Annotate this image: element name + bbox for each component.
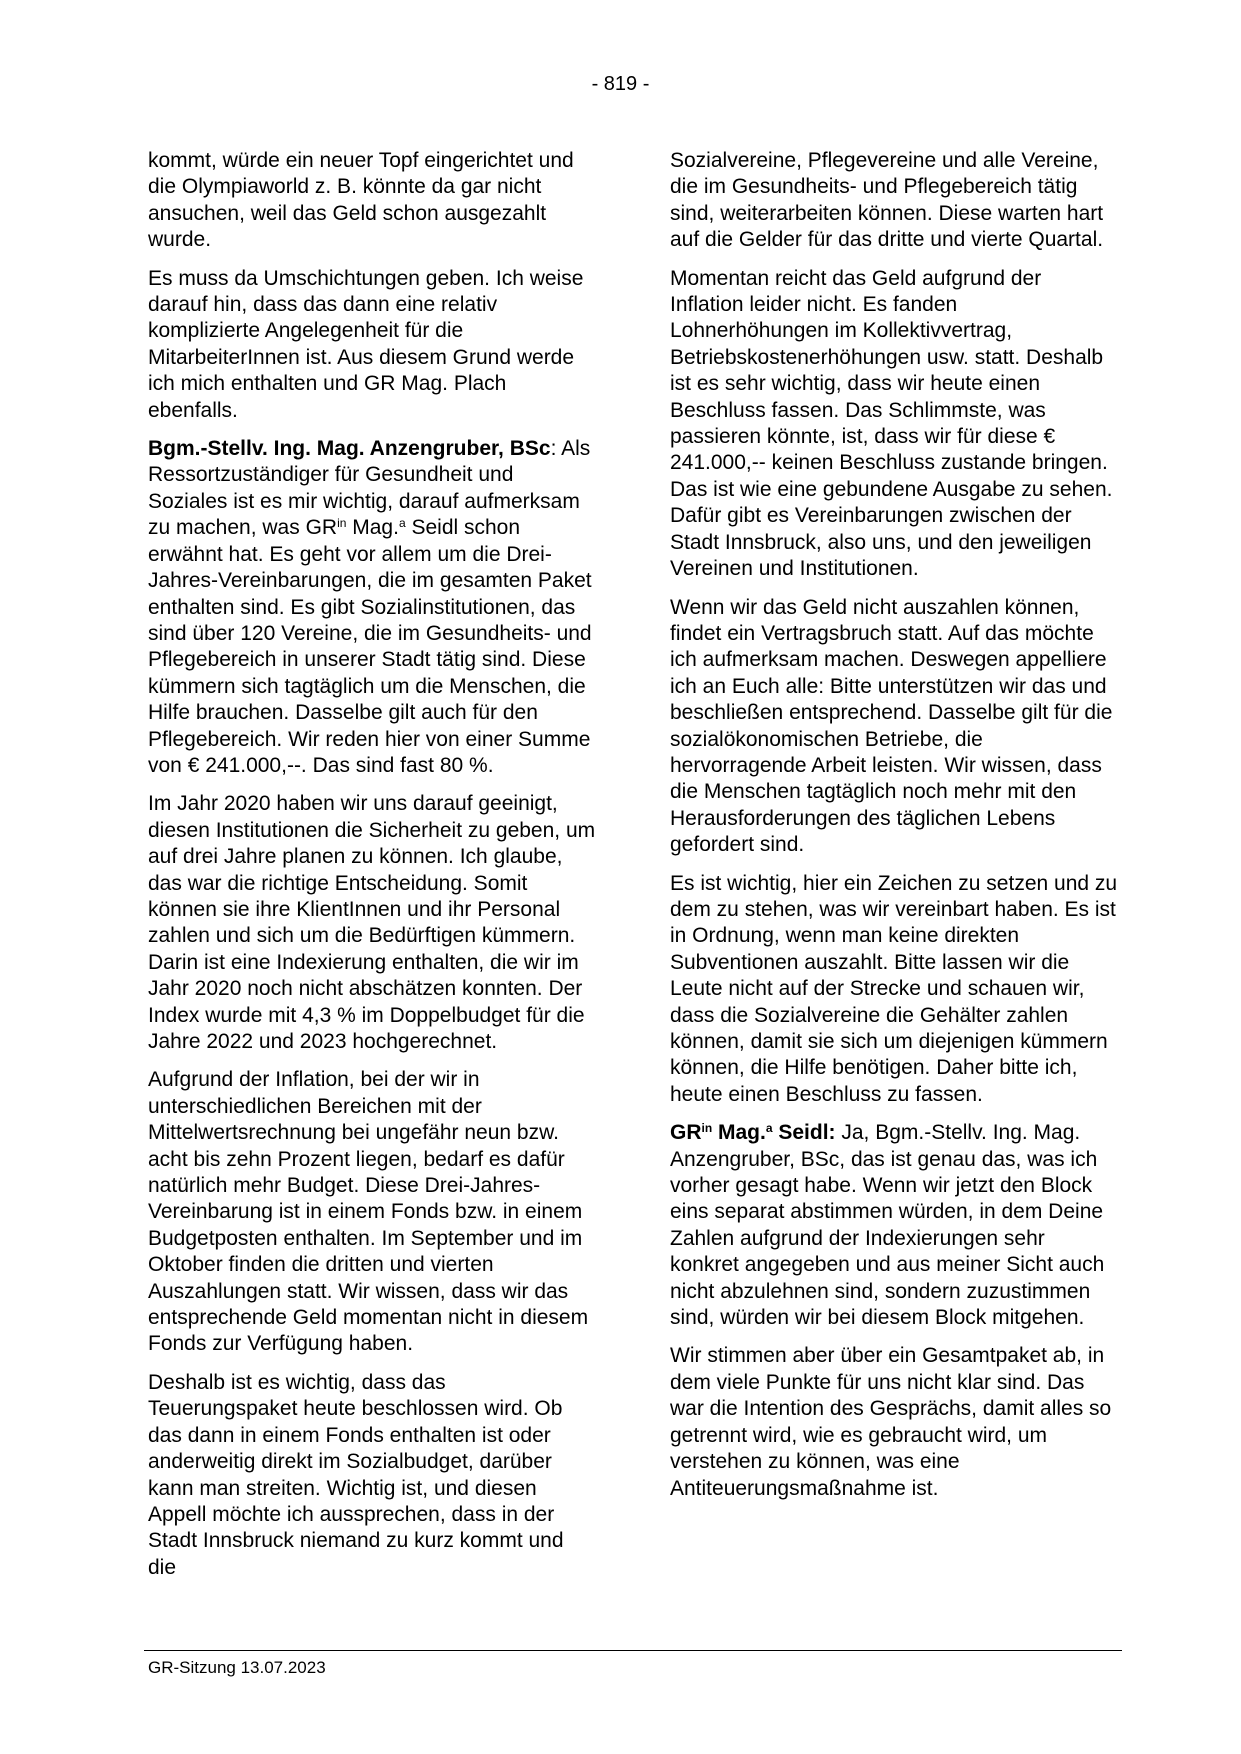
footer-divider <box>144 1650 1122 1651</box>
speaker-name: Bgm.-Stellv. Ing. Mag. Anzengruber, BSc <box>148 437 551 461</box>
paragraph: Deshalb ist es wichtig, dass das Teuerungspaket heute beschlossen wird. Ob das dann in einem Fonds enthalten ist oder anderweitig direkt im Sozialbudget, darüber kann man streiten. Wichtig ist, und diesen Appell möchte ich aussprechen, dass in der Stadt Innsbruck niemand zu kurz kommt und die <box>148 1370 564 1579</box>
paragraph: Im Jahr 2020 haben wir uns darauf geeinigt, diesen Institutionen die Sicherheit zu geben, um auf drei Jahre planen zu können. Ich glaube, das war die richtige Entscheidung. Somit können sie ihre KlientInnen und ihr Personal zahlen und sich um die Bedürftigen kümmern. Darin ist eine Indexierung enthalten, die wir im Jahr 2020 noch nicht abschätzen konnten. Der Index wurde mit 4,3 % im Doppelbudget für die Jahre 2022 und 2023 hochgerechnet. <box>148 792 596 1053</box>
paragraph: Es muss da Umschichtungen geben. Ich weise darauf hin, dass das dann eine relativ komplizierte Angelegenheit für die MitarbeiterInnen ist. Aus diesem Grund werde ich mich enthalten und GR Mag. Plach ebenfalls. <box>148 266 584 422</box>
speaker-colon: : <box>550 437 557 461</box>
superscript: in <box>701 1121 713 1136</box>
left-column <box>148 148 596 1593</box>
speech-text: Seidl schon erwähnt hat. Es geht vor allem um die Drei-Jahres-Vereinbarungen, die im gesamten Paket enthalten sind. Es gibt Sozialinstitutionen, das sind über 120 Vereine, die im Gesundheits- und Pflegebereich in unserer Stadt tätig sind. Diese kümmern sich tagtäglich um die Menschen, die Hilfe brauchen. Dasselbe gilt auch für den Pflegebereich. Wir reden hier von einer Summe von € 241.000,--. Das sind fast 80 %. <box>148 516 592 777</box>
footer-session-date: GR-Sitzung 13.07.2023 <box>148 1658 326 1677</box>
superscript: a <box>398 516 406 531</box>
paragraph: Wir stimmen aber über ein Gesamtpaket ab, in dem viele Punkte für uns nicht klar sind. Das war die Intention des Gesprächs, damit alles so getrennt wird, wie es gebraucht wird, um verstehen zu können, was eine Antiteuerungsmaßnahme ist. <box>670 1344 1112 1500</box>
speech-text: Ja, Bgm.-Stellv. Ing. Mag. Anzengruber, BSc, das ist genau das, was ich vorher gesagt habe. Wenn wir jetzt den Block eins separat abstimmen würden, in dem Deine Zahlen aufgrund der Indexierungen sehr konkret angegeben und aus meiner Sicht auch nicht abzulehnen sind, sondern zuzustimmen sind, würden wir bei diesem Block mitgehen. <box>670 1121 1105 1330</box>
paragraph: Es ist wichtig, hier ein Zeichen zu setzen und zu dem zu stehen, was wir vereinbart haben. Es ist in Ordnung, wenn man keine direkten Subventionen auszahlt. Bitte lassen wir die Leute nicht auf der Strecke und schauen wir, dass die Sozialvereine die Gehälter zahlen können, damit sie sich um diejenigen kümmern können, die Hilfe benötigen. Daher bitte ich, heute einen Beschluss zu fassen. <box>670 871 1118 1106</box>
speaker-name-part: Seidl: <box>772 1121 836 1145</box>
paragraph: Sozialvereine, Pflegevereine und alle Vereine, die im Gesundheits- und Pflegebereich tätig sind, weiterarbeiten können. Diese warten hart auf die Gelder für das dritte und vierte Quartal. <box>670 149 1104 252</box>
speech-paragraph <box>670 1120 1118 1331</box>
paragraph: Momentan reicht das Geld aufgrund der Inflation leider nicht. Es fanden Lohnerhöhungen im Kollektivvertrag, Betriebskostenerhöhungen usw. statt. Deshalb ist es sehr wichtig, dass wir heute einen Beschluss fassen. Das Schlimmste, was passieren könnte, ist, dass wir für diese € 241.000,-- keinen Beschluss zustande bringen. Das ist wie eine gebundene Ausgabe zu sehen. Dafür gibt es Vereinbarungen zwischen der Stadt Innsbruck, also uns, und den jeweiligen Vereinen und Institutionen. <box>670 266 1113 581</box>
speaker-name-part: Mag. <box>712 1121 766 1145</box>
paragraph: Wenn wir das Geld nicht auszahlen können, findet ein Vertragsbruch statt. Auf das möchte ich aufmerksam machen. Deswegen appelliere ich an Euch alle: Bitte unterstützen wir das und beschließen entsprechend. Dasselbe gilt für die sozialökonomischen Betriebe, die hervorragende Arbeit leisten. Wir wissen, dass die Menschen tagtäglich noch mehr mit den Herausforderungen des täglichen Lebens gefordert sind. <box>670 595 1113 857</box>
superscript: a <box>765 1121 773 1136</box>
speech-paragraph <box>148 436 596 779</box>
right-column <box>670 148 1118 1514</box>
speech-text: Mag. <box>346 516 399 540</box>
superscript: in <box>337 516 347 531</box>
speaker-name-part: GR <box>670 1121 702 1145</box>
speech-text: Als Ressortzuständiger für Gesundheit und Soziales ist es mir wichtig, darauf aufmerksam zu machen, was GR <box>148 437 591 540</box>
page-number: - 819 - <box>591 73 650 95</box>
paragraph: kommt, würde ein neuer Topf eingerichtet und die Olympiaworld z. B. könnte da gar nicht ansuchen, weil das Geld schon ausgezahlt wurde. <box>148 149 574 252</box>
speaker-name <box>670 1121 836 1144</box>
paragraph: Aufgrund der Inflation, bei der wir in unterschiedlichen Bereichen mit der Mittelwertsrechnung bei ungefähr neun bzw. acht bis zehn Prozent liegen, bedarf es dafür natürlich mehr Budget. Diese Drei-Jahres-Vereinbarung ist in einem Fonds bzw. in einem Budgetposten enthalten. Im September und im Oktober finden die dritten und vierten Auszahlungen statt. Wir wissen, dass wir das entsprechende Geld momentan nicht in diesem Fonds zur Verfügung haben. <box>148 1068 589 1356</box>
